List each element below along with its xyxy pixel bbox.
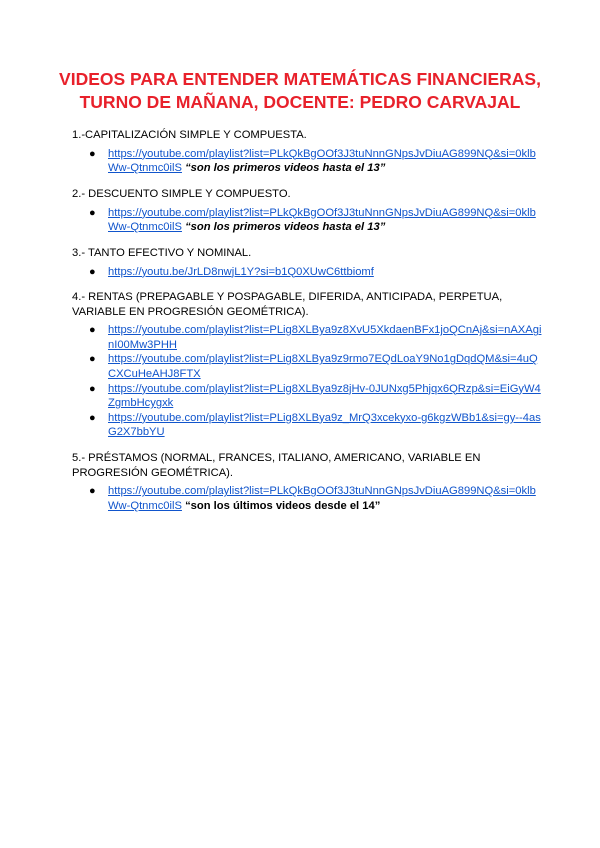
- video-link[interactable]: https://youtu.be/JrLD8nwjL1Y?si=b1Q0XUwC6ttbiomf: [108, 265, 374, 278]
- bullet-icon: ●: [89, 411, 96, 424]
- bullet-icon: ●: [89, 324, 96, 337]
- link-list: [72, 147, 542, 176]
- list-item: [72, 484, 542, 513]
- playlist-link[interactable]: https://youtube.com/playlist?list=PLig8XLBya9z8XvU5XkdaenBFx1joQCnAj&si=nAXAginI00Mw3PHH: [108, 324, 542, 351]
- list-item: [72, 265, 542, 280]
- section-heading: 5.- PRÉSTAMOS (NORMAL, FRANCES, ITALIANO, AMERICANO, VARIABLE EN PROGRESIÓN GEOMÉTRICA).: [72, 452, 481, 479]
- playlist-link[interactable]: https://youtube.com/playlist?list=PLkQkBgOOf3J3tuNnnGNpsJvDiuAG899NQ&si=0klbWw-Qtnmc0ilS: [108, 147, 536, 175]
- playlist-link[interactable]: https://youtube.com/playlist?list=PLig8XLBya9z9rmo7EQdLoaY9No1gDqdQM&si=4uQCXCuHeAHJ8FTX: [108, 353, 538, 380]
- bullet-icon: ●: [89, 485, 96, 498]
- list-item: [72, 147, 542, 176]
- list-item: [72, 323, 542, 352]
- playlist-link[interactable]: https://youtube.com/playlist?list=PLig8XLBya9z_MrQ3xcekyxo-g6kgzWBb1&si=gy--4asG2X7bbYU: [108, 411, 541, 439]
- bullet-icon: ●: [89, 353, 96, 366]
- bullet-icon: ●: [89, 382, 96, 395]
- bullet-icon: ●: [89, 147, 96, 160]
- link-list: [72, 265, 542, 280]
- section-capitalizacion: [72, 128, 542, 176]
- section-tanto-efectivo: [72, 246, 542, 279]
- link-note: “son los primeros videos hasta el 13”: [181, 221, 386, 234]
- title-line-2: TURNO DE MAÑANA, DOCENTE: PEDRO CARVAJAL: [79, 92, 521, 112]
- document-title: [40, 68, 560, 114]
- section-heading: 3.- TANTO EFECTIVO Y NOMINAL.: [72, 247, 252, 259]
- list-item: [72, 352, 542, 381]
- list-item: [72, 411, 542, 440]
- section-heading: 1.-CAPITALIZACIÓN SIMPLE Y COMPUESTA.: [72, 129, 307, 141]
- section-prestamos: [72, 451, 542, 513]
- bullet-icon: ●: [89, 206, 96, 219]
- link-list: [72, 484, 542, 513]
- playlist-link[interactable]: https://youtube.com/playlist?list=PLkQkBgOOf3J3tuNnnGNpsJvDiuAG899NQ&si=0klbWw-Qtnmc0ilS: [108, 485, 536, 512]
- title-line-1: VIDEOS PARA ENTENDER MATEMÁTICAS FINANCIERAS,: [59, 69, 541, 89]
- list-item: [72, 382, 542, 411]
- section-heading: 4.- RENTAS (PREPAGABLE Y POSPAGABLE, DIFERIDA, ANTICIPADA, PERPETUA, VARIABLE EN PROGRESIÓN GEOMÉTRICA).: [72, 291, 503, 318]
- link-note: “son los últimos videos desde el 14”: [181, 499, 381, 512]
- link-list: [72, 206, 542, 235]
- bullet-icon: ●: [89, 265, 96, 278]
- section-descuento: [72, 187, 542, 235]
- link-list: [72, 323, 542, 440]
- playlist-link[interactable]: https://youtube.com/playlist?list=PLig8XLBya9z8jHv-0JUNxg5Phjqx6QRzp&si=EiGyW4ZgmbHcygxk: [108, 382, 541, 410]
- playlist-link[interactable]: https://youtube.com/playlist?list=PLkQkBgOOf3J3tuNnnGNpsJvDiuAG899NQ&si=0klbWw-Qtnmc0ilS: [108, 206, 536, 234]
- section-rentas: [72, 290, 542, 440]
- link-note: “son los primeros videos hasta el 13”: [181, 162, 386, 175]
- list-item: [72, 206, 542, 235]
- section-heading: 2.- DESCUENTO SIMPLE Y COMPUESTO.: [72, 188, 291, 200]
